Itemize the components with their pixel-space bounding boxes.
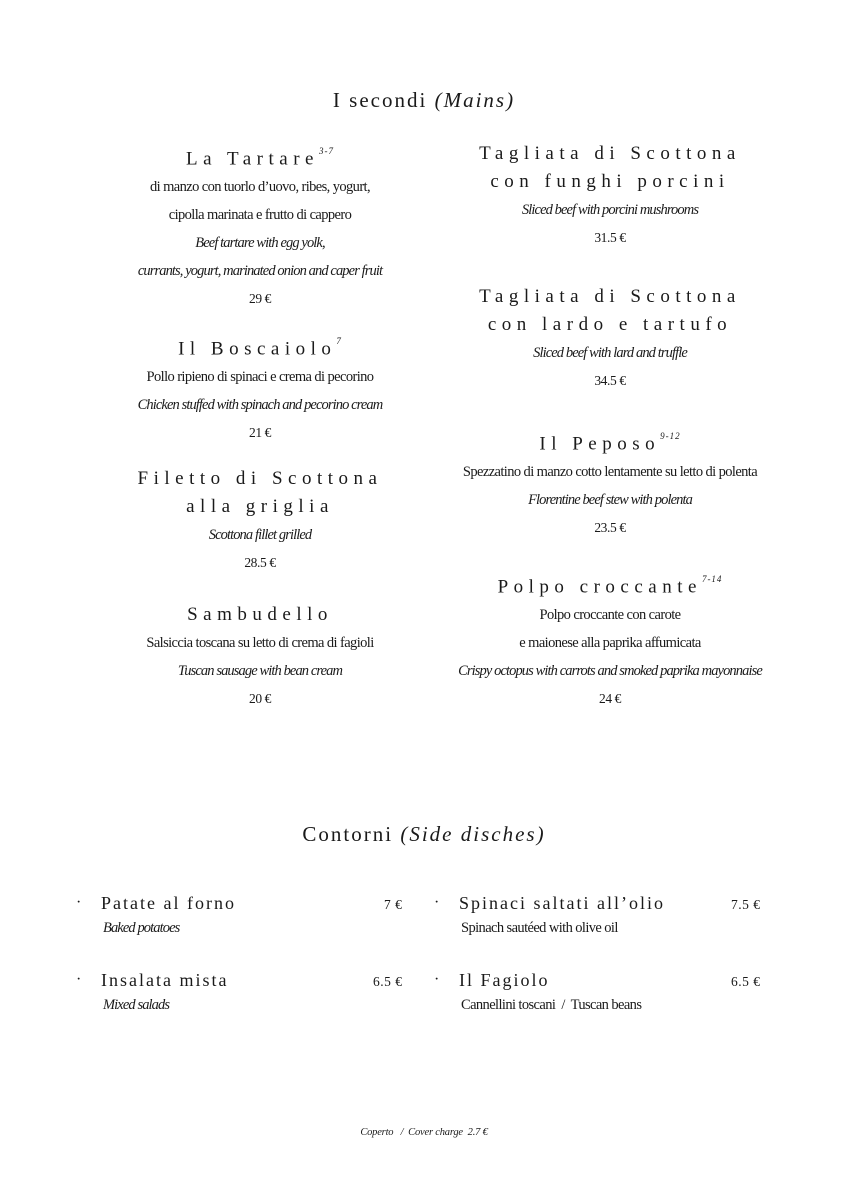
dish-desc-it: Spezzatino di manzo cotto lentamente su letto di polenta: [462, 464, 758, 481]
menu-item-tagliata-porcini: [410, 140, 810, 252]
sides-section-title: [0, 822, 848, 847]
bullet-icon: ·: [76, 894, 82, 911]
menu-item-la-tartare: [85, 140, 435, 313]
side-desc: Cannellini toscani / Tuscan beans: [461, 997, 642, 1013]
dish-price: 31.5 €: [594, 230, 626, 245]
menu-item-il-boscaiolo: [85, 330, 435, 447]
side-desc: Mixed salads: [103, 997, 170, 1013]
sides-title: Contorni: [302, 822, 394, 846]
dish-name: Polpo croccante$^{7-14}$: [497, 574, 723, 598]
dish-name: La Tartare$^{3-7}$: [186, 146, 334, 170]
dish-price: 28.5 €: [244, 555, 276, 570]
bullet-icon: ·: [434, 894, 440, 911]
side-item-il-fagiolo: [434, 966, 774, 1022]
cover-charge-note: Coperto / Cover charge 2.7 €: [360, 1127, 488, 1138]
dish-desc-en: Scottona fillet grilled: [208, 527, 312, 543]
side-price: 6.5 €: [731, 974, 761, 989]
side-item-insalata-mista: [76, 966, 416, 1022]
bullet-icon: ·: [434, 971, 440, 988]
dish-desc-en: Tuscan sausage with bean cream: [177, 663, 343, 679]
dish-desc-en: Sliced beef with porcini mushrooms: [521, 202, 699, 218]
side-name: Il Fagiolo: [459, 970, 550, 990]
dish-desc-it: Salsiccia toscana su letto di crema di fagioli: [146, 635, 374, 651]
dish-name: Filetto di Scottona: [137, 468, 383, 489]
side-item-spinaci: [434, 889, 774, 945]
side-desc: Baked potatoes: [103, 920, 180, 936]
dish-name: Tagliata di Scottona: [479, 143, 741, 164]
side-desc: Spinach sautéed with olive oil: [461, 920, 618, 936]
side-item-patate-al-forno: [76, 889, 416, 945]
allergens: 9-12: [660, 431, 681, 441]
dish-desc-en: Sliced beef with lard and truffle: [533, 345, 687, 361]
dish-name: Tagliata di Scottona: [479, 286, 741, 307]
dish-desc-en: Crispy octopus with carrots and smoked paprika mayonnaise: [458, 663, 762, 680]
menu-item-polpo-croccante: [410, 568, 810, 713]
dish-price: 23.5 €: [594, 520, 626, 536]
dish-desc-en: Chicken stuffed with spinach and pecorino cream: [137, 397, 383, 414]
dish-desc-it: Polpo croccante con carote: [539, 607, 681, 624]
side-price: 6.5 €: [373, 974, 403, 989]
menu-item-il-peposo: [410, 425, 810, 542]
side-name: Patate al forno: [101, 893, 236, 913]
dish-desc-it: Pollo ripieno di spinaci e crema di pecorino: [146, 369, 374, 386]
dish-price: 34.5 €: [594, 373, 626, 388]
side-name: Insalata mista: [101, 970, 229, 990]
dish-desc-it: di manzo con tuorlo d’uovo, ribes, yogurt,: [149, 179, 371, 196]
side-price: 7.5 €: [731, 897, 761, 912]
allergens: 7-14: [701, 574, 723, 584]
sides-title-en: (Side disches): [400, 822, 546, 846]
dish-price: 20 €: [248, 691, 272, 706]
dish-desc-it: e maionese alla paprika affumicata: [519, 635, 701, 652]
mains-section-title: [0, 88, 848, 113]
menu-item-tagliata-lardo-tartufo: [410, 283, 810, 395]
side-name: Spinaci saltati all’olio: [459, 893, 665, 913]
menu-item-filetto-di-scottona: [85, 465, 435, 577]
allergens: 3-7: [318, 146, 334, 156]
side-price: 7 €: [384, 897, 403, 912]
dish-desc-en: currants, yogurt, marinated onion and caper fruit: [137, 263, 383, 280]
dish-name-line-2: con lardo e tartufo: [487, 314, 733, 335]
dish-price: 24 €: [598, 691, 622, 707]
dish-name: Il Boscaiolo$^7$: [178, 336, 342, 360]
dish-name: Sambudello: [187, 604, 333, 625]
dish-name: Il Peposo$^{9-12}$: [539, 431, 681, 455]
dish-price: 29 €: [248, 291, 272, 307]
dish-desc-it: cipolla marinata e frutto di cappero: [168, 207, 352, 224]
mains-right-column: [410, 140, 810, 740]
mains-left-column: [85, 140, 435, 740]
dish-price: 21 €: [248, 425, 272, 441]
dish-name-line-2: alla griglia: [186, 496, 334, 517]
dish-desc-en: Beef tartare with egg yolk,: [195, 235, 325, 252]
dish-name-line-2: con funghi porcini: [490, 171, 730, 192]
mains-title-en: (Mains): [434, 88, 516, 112]
menu-item-sambudello: [85, 601, 435, 713]
dish-desc-en: Florentine beef stew with polenta: [528, 492, 692, 509]
allergens: 7: [336, 336, 342, 346]
bullet-icon: ·: [76, 971, 82, 988]
mains-title: I secondi: [332, 88, 428, 112]
